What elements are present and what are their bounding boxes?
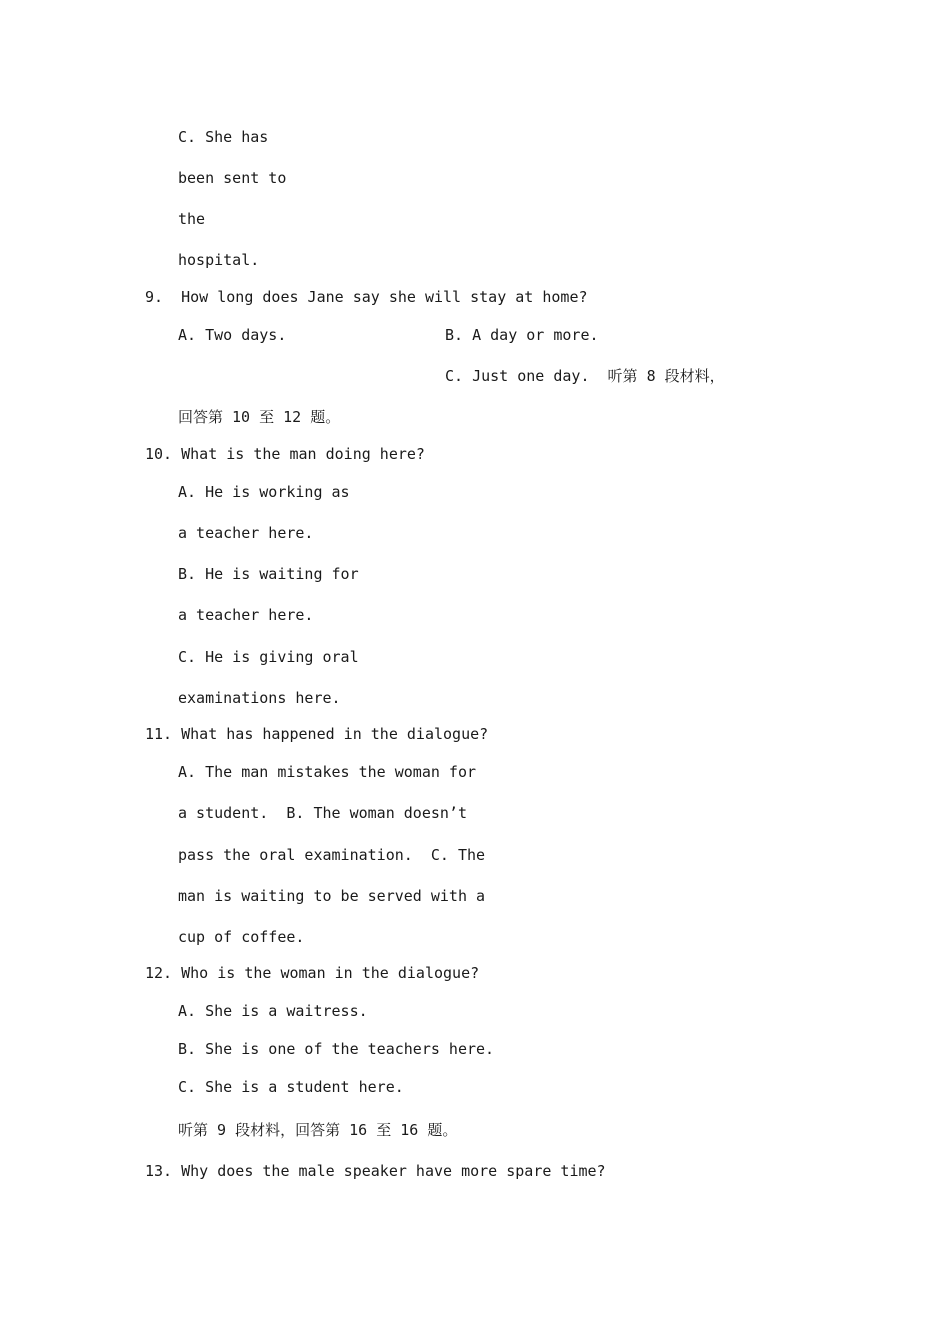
option-12a: A. She is a waitress. [178,1002,368,1020]
question-9: 9. How long does Jane say she will stay at home? [145,288,588,306]
option-10a-line-1: A. He is working as [178,483,350,501]
option-8c-line-1: C. She has [178,128,269,146]
question-11: 11. What has happened in the dialogue? [145,725,489,743]
option-8c-line-4: hospital. [178,251,260,269]
option-12c: C. She is a student here. [178,1078,404,1096]
option-9a: A. Two days. [178,326,287,344]
option-11-line-2: a student. B. The woman doesn’t [178,804,467,822]
option-10c-line-1: C. He is giving oral [178,648,359,666]
option-11-line-1: A. The man mistakes the woman for [178,763,477,781]
option-10b-line-1: B. He is waiting for [178,565,359,583]
question-10: 10. What is the man doing here? [145,445,425,463]
option-8c-line-3: the [178,210,206,228]
option-9c-and-instruction: C. Just one day. 听第 8 段材料， [445,367,725,385]
option-12b: B. She is one of the teachers here. [178,1040,495,1058]
section-instruction-9: 听第 9 段材料，回答第 16 至 16 题。 [178,1121,458,1139]
question-13: 13. Why does the male speaker have more spare time? [145,1162,606,1180]
option-11-line-3: pass the oral examination. C. The [178,846,486,864]
option-10a-line-2: a teacher here. [178,524,314,542]
option-11-line-4: man is waiting to be served with a [178,887,486,905]
question-12: 12. Who is the woman in the dialogue? [145,964,480,982]
option-10c-line-2: examinations here. [178,689,341,707]
option-9b: B. A day or more. [445,326,599,344]
option-11-line-5: cup of coffee. [178,928,305,946]
option-10b-line-2: a teacher here. [178,606,314,624]
section-instruction-8: 回答第 10 至 12 题。 [178,408,341,426]
option-8c-line-2: been sent to [178,169,287,187]
